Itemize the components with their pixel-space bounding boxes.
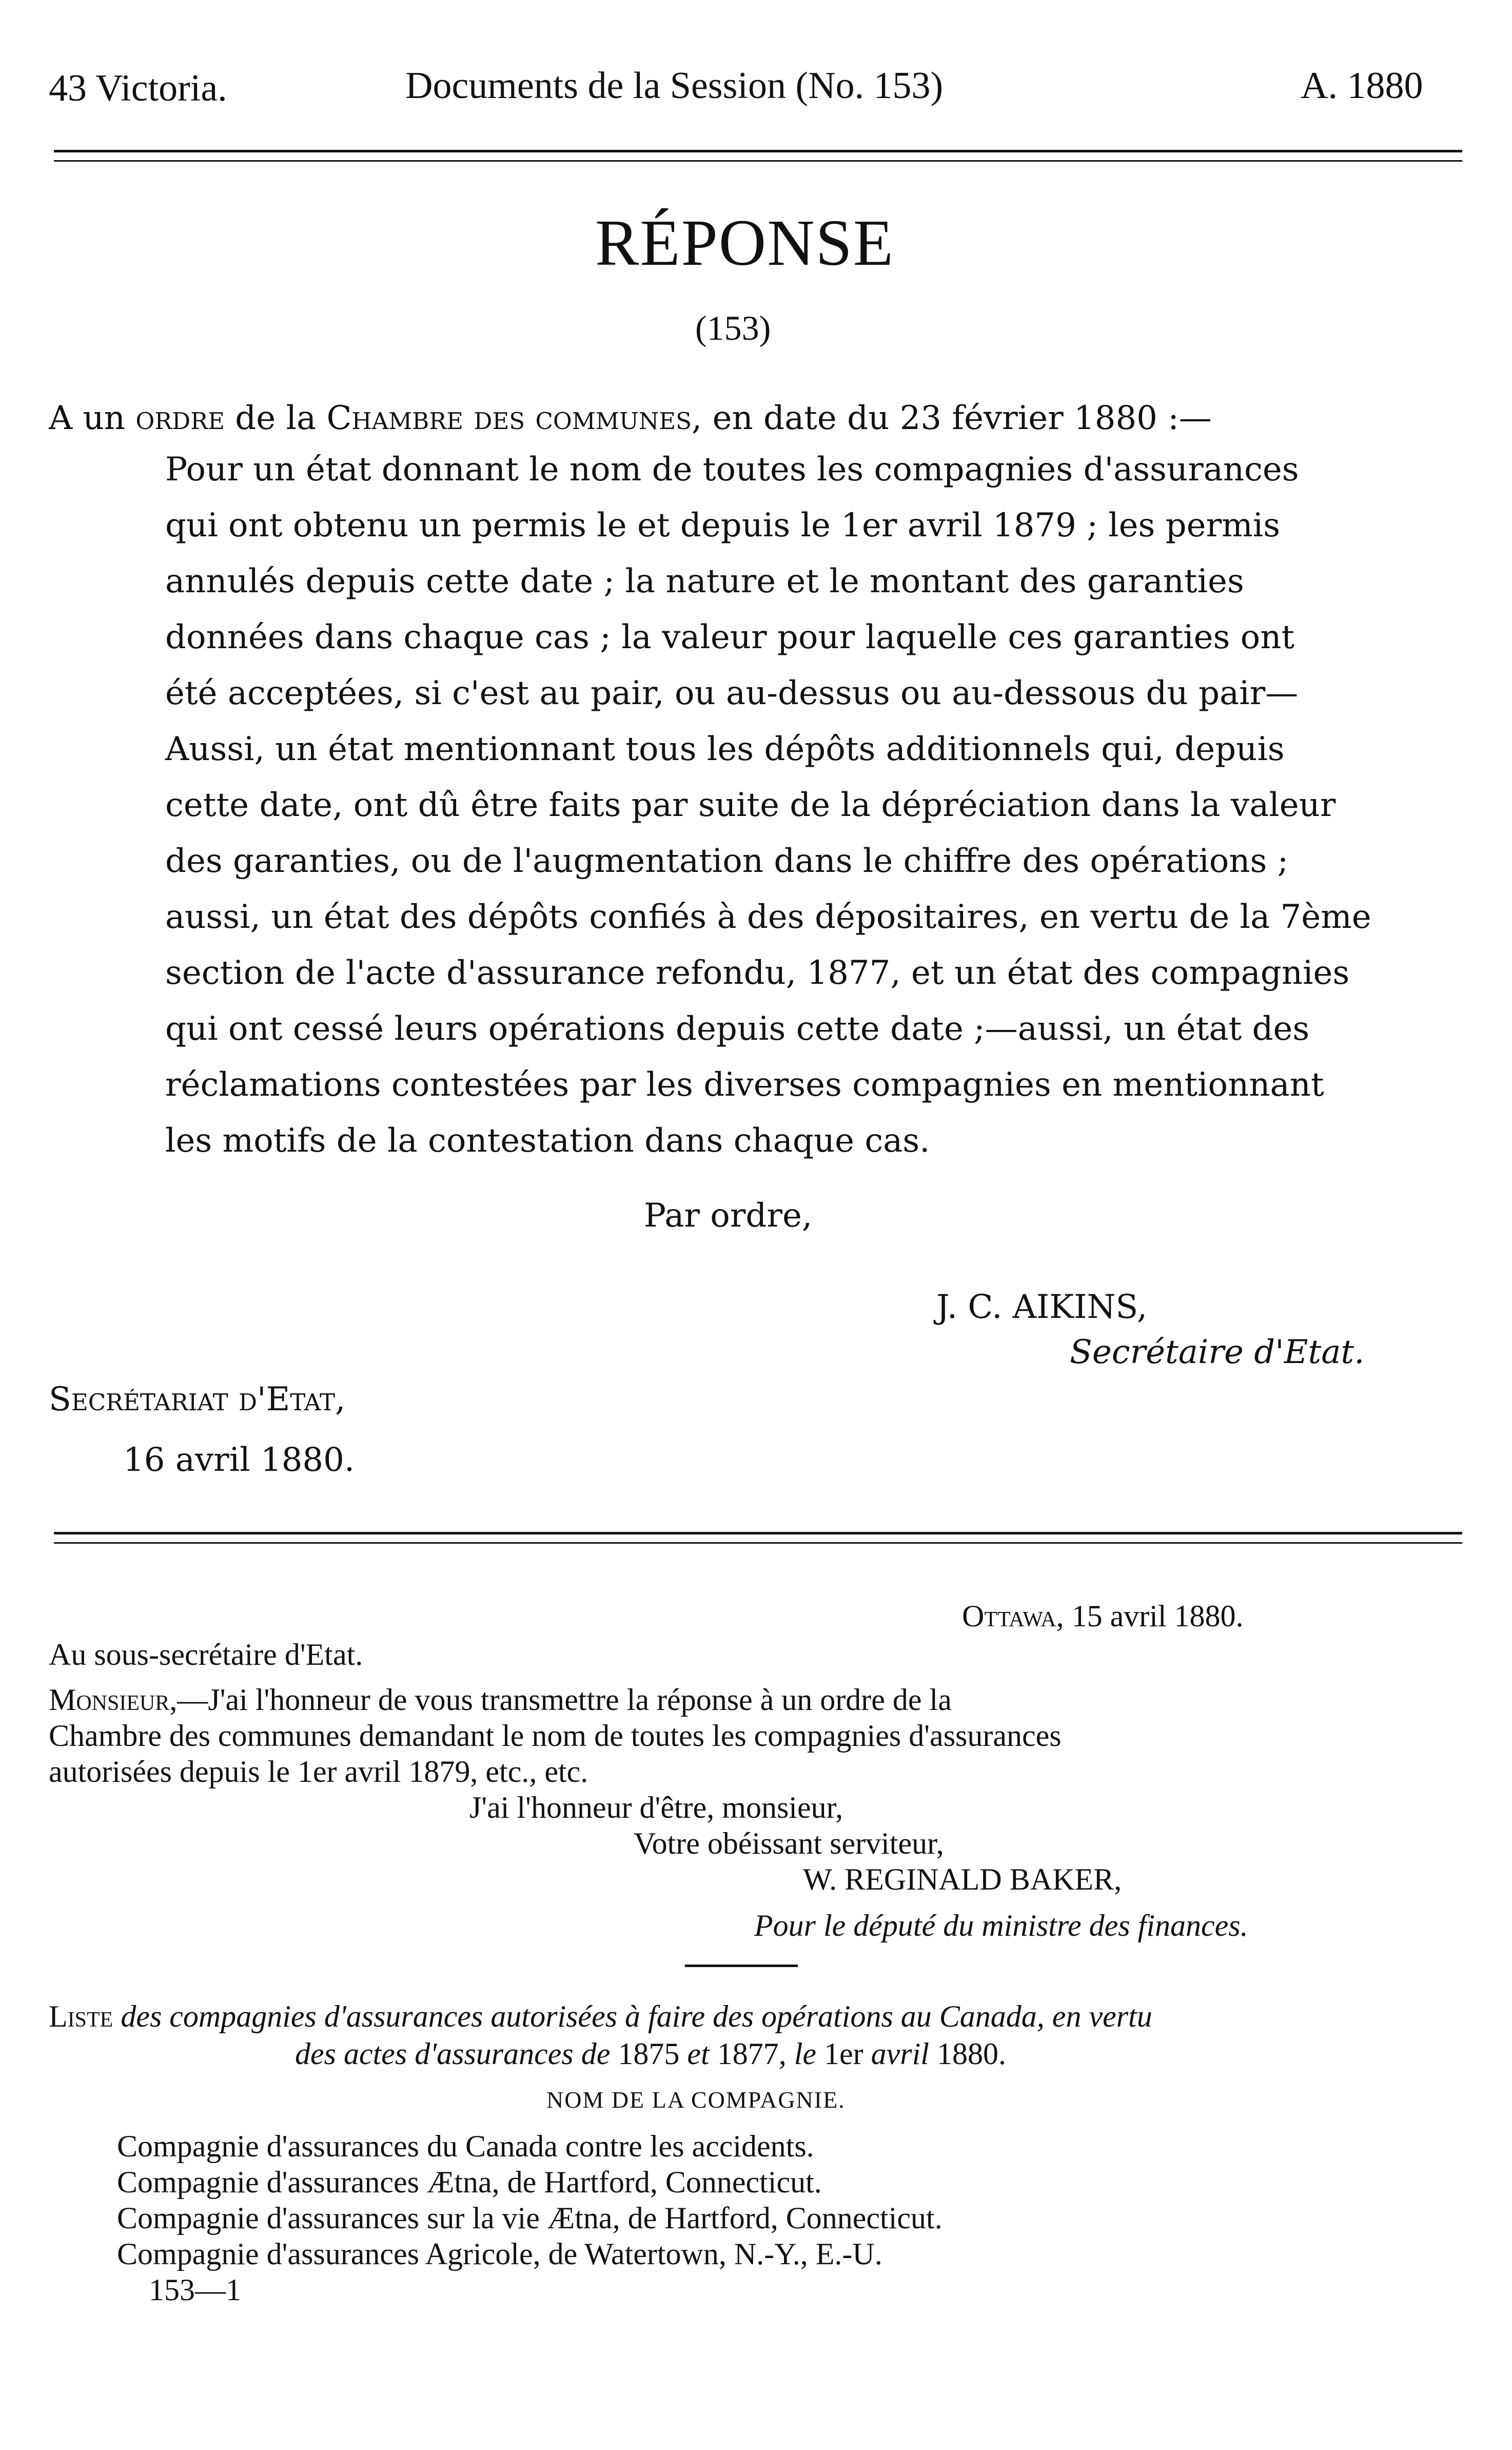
header-rule-2 bbox=[54, 160, 1462, 162]
liste-text-1: des compagnies d'assurances autorisées à faire des opérations au Canada, en vertu bbox=[113, 1999, 1152, 2033]
letter-closing-2: Votre obéissant serviteur, bbox=[634, 1826, 944, 1860]
letter-body-first bbox=[49, 1682, 952, 1718]
column-header: NOM DE LA COMPAGNIE. bbox=[546, 2087, 846, 2113]
liste-avril: avril bbox=[863, 2037, 937, 2071]
order-de-la: de la bbox=[224, 399, 327, 437]
par-ordre: Par ordre, bbox=[644, 1197, 813, 1235]
letter-body-line: ,—J'ai l'honneur de vous transmettre la réponse à un ordre de la bbox=[169, 1683, 952, 1717]
header-center: Documents de la Session (No. 153) bbox=[405, 65, 944, 107]
header-left: 43 Victoria. bbox=[49, 67, 227, 109]
company-item: Compagnie d'assurances du Canada contre les accidents. bbox=[117, 2129, 814, 2163]
order-line: qui ont obtenu un permis le et depuis le 1er avril 1879 ; les permis bbox=[165, 507, 1281, 545]
liste-year-3: 1880. bbox=[936, 2037, 1006, 2071]
liste-text-2b: , le bbox=[778, 2037, 824, 2071]
order-line: les motifs de la contestation dans chaque cas. bbox=[165, 1122, 930, 1160]
company-item: Compagnie d'assurances Agricole, de Watertown, N.-Y., E.-U. bbox=[117, 2237, 882, 2271]
order-line: été acceptées, si c'est au pair, ou au-dessus ou au-dessous du pair— bbox=[165, 674, 1299, 712]
order-line: annulés depuis cette date ; la nature et le montant des garanties bbox=[165, 562, 1244, 600]
order-line: Aussi, un état mentionnant tous les dépôts additionnels qui, depuis bbox=[165, 730, 1285, 768]
letter-signer: W. REGINALD BAKER, bbox=[803, 1862, 1122, 1896]
order-date: , en date du 23 février 1880 :— bbox=[691, 399, 1212, 437]
letter-closing-1: J'ai l'honneur d'être, monsieur, bbox=[469, 1791, 843, 1824]
order-line: section de l'acte d'assurance refondu, 1877, et un état des compagnies bbox=[165, 954, 1350, 992]
liste-year-2: 1877 bbox=[717, 2037, 779, 2071]
letter-addressee: Au sous-secrétaire d'Etat. bbox=[49, 1638, 363, 1671]
letter-body-line: Chambre des communes demandant le nom de toutes les compagnies d'assurances bbox=[49, 1719, 1062, 1753]
order-intro bbox=[49, 399, 1212, 437]
company-item: Compagnie d'assurances sur la vie Ætna, de Hartford, Connecticut. bbox=[117, 2201, 942, 2235]
order-chambre: Chambre des communes bbox=[326, 399, 692, 437]
header-right: A. 1880 bbox=[1301, 65, 1423, 107]
order-word-ordre: ordre bbox=[135, 399, 225, 437]
section-rule-2 bbox=[54, 1542, 1462, 1544]
liste-line-1 bbox=[49, 1999, 1152, 2034]
dateline-date: , 15 avril 1880. bbox=[1056, 1599, 1244, 1633]
order-lead: A un bbox=[49, 399, 136, 437]
signer-title: Secrétaire d'Etat. bbox=[1070, 1333, 1365, 1371]
header-rule-1 bbox=[54, 150, 1462, 152]
liste-line-2 bbox=[295, 2036, 1006, 2072]
page-title: RÉPONSE bbox=[595, 206, 894, 279]
order-line: réclamations contestées par les diverses compagnies en mentionnant bbox=[165, 1066, 1324, 1104]
letter-signer-title: Pour le député du ministre des finances. bbox=[754, 1909, 1248, 1942]
place-office: Secrétariat d'Etat, bbox=[49, 1380, 346, 1418]
order-line: données dans chaque cas ; la valeur pour laquelle ces garanties ont bbox=[165, 618, 1295, 656]
document-number: (153) bbox=[695, 308, 771, 347]
dateline-place: Ottawa bbox=[962, 1599, 1056, 1633]
letter-dateline bbox=[962, 1599, 1244, 1634]
letter-body-line: autorisées depuis le 1er avril 1879, etc., etc. bbox=[49, 1755, 588, 1788]
section-rule-1 bbox=[54, 1532, 1462, 1534]
liste-lead: Liste bbox=[49, 1999, 113, 2033]
letter-salutation: Monsieur bbox=[49, 1683, 170, 1717]
liste-first: 1er bbox=[824, 2037, 863, 2071]
short-divider bbox=[685, 1965, 798, 1967]
liste-year-1: 1875 bbox=[618, 2037, 680, 2071]
order-line: cette date, ont dû être faits par suite de la dépréciation dans la valeur bbox=[165, 786, 1336, 824]
footer-code: 153—1 bbox=[149, 2273, 241, 2307]
order-line: aussi, un état des dépôts confiés à des dépositaires, en vertu de la 7ème bbox=[165, 898, 1371, 936]
place-date: 16 avril 1880. bbox=[123, 1441, 355, 1479]
order-line: Pour un état donnant le nom de toutes les compagnies d'assurances bbox=[165, 451, 1299, 489]
order-line: qui ont cessé leurs opérations depuis cette date ;—aussi, un état des bbox=[165, 1010, 1310, 1048]
signer-name: J. C. AIKINS, bbox=[936, 1288, 1148, 1326]
liste-text-2a: des actes d'assurances de bbox=[295, 2037, 618, 2071]
liste-et: et bbox=[679, 2037, 717, 2071]
company-item: Compagnie d'assurances Ætna, de Hartford, Connecticut. bbox=[117, 2165, 822, 2199]
order-line: des garanties, ou de l'augmentation dans le chiffre des opérations ; bbox=[165, 842, 1289, 880]
